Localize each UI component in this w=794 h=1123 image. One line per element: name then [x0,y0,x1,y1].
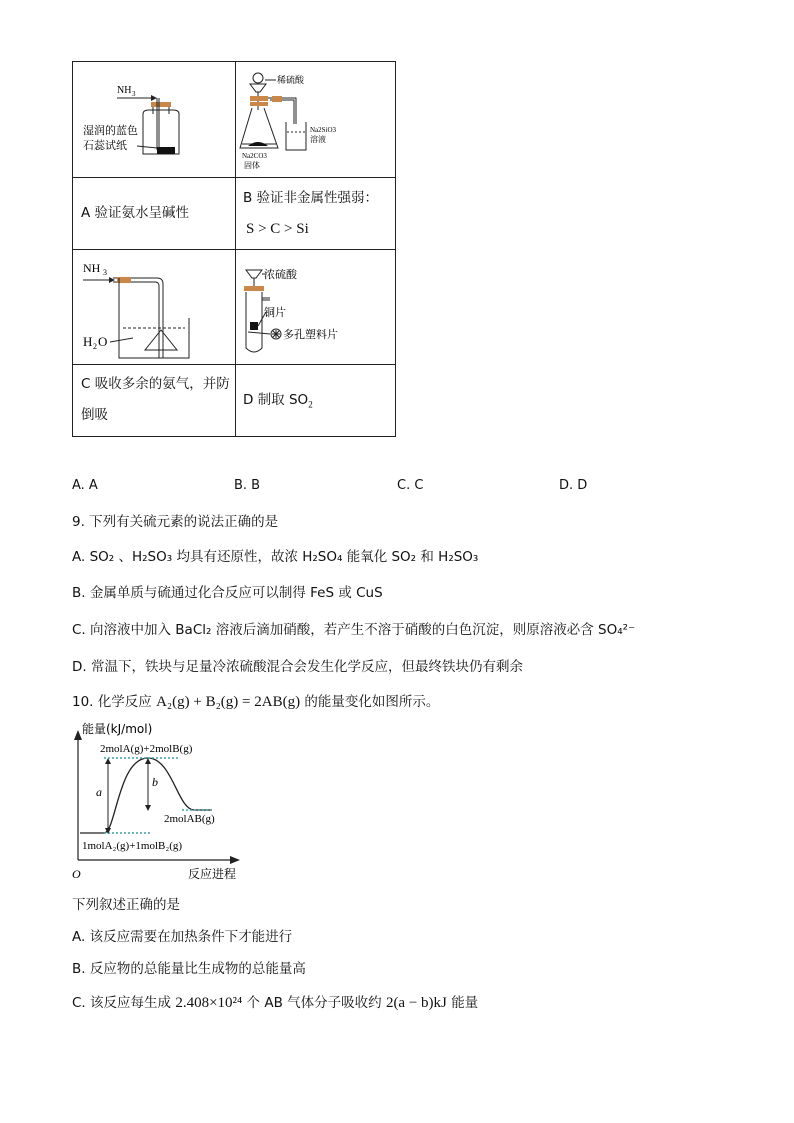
q9-stem: 9. 下列有关硫元素的说法正确的是 [72,514,279,530]
q10-option-c[interactable] [72,991,478,1012]
q10-c-number: 2.408×10²⁴ [175,995,243,1011]
nh3-label-c: NH [83,261,101,275]
q10-c-prefix: C. 该反应每生成 [72,995,172,1011]
solid-label: 固体 [244,161,260,170]
conc-acid-label: 浓硫酸 [264,268,297,281]
svg-text:3: 3 [132,90,136,98]
a-label: a [96,785,102,799]
apparatus-d-figure [236,250,397,364]
q8-option-d[interactable]: D. D [559,478,588,493]
h2o-label: H [83,334,93,349]
svg-text:3: 3 [103,268,107,277]
option-a-text: A 验证氨水呈碱性 [81,205,190,221]
solution-label: 溶液 [310,135,326,144]
q10-stem-suffix: 的能量变化如图所示。 [304,694,440,710]
q10-stem-prefix: 10. 化学反应 [72,694,152,710]
y-axis-label: 能量(kJ/mol) [82,722,153,736]
q9-option-d[interactable]: D. 常温下，铁块与足量冷浓硫酸混合会发生化学反应，但最终铁块仍有剩余 [72,659,523,675]
option-b-text-1: B 验证非金属性强弱： [243,190,379,206]
svg-text:O: O [98,334,108,349]
table-divider [73,177,395,178]
apparatus-c-figure [73,250,234,364]
dilute-acid-label: 稀硫酸 [277,76,305,86]
transition-label: 2molA(g)+2molB(g) [100,743,193,755]
product-label: 2molAB(g) [164,813,215,825]
plate-label: 多孔塑料片 [283,328,338,341]
paper-label-2: 石蕊试纸 [83,139,127,152]
option-c-text-1: C 吸收多余的氨气，并防 [81,376,230,392]
q10-c-value: 2(a − b)kJ [385,995,447,1011]
q10-c-suffix: 能量 [451,995,479,1011]
q10-c-mid: 个 AB 气体分子吸收约 [246,995,382,1011]
reactant-label: 1molA₂(g)+1molB₂(g) [82,840,183,852]
options-table [72,61,396,437]
option-d-label: D 制取 SO [243,392,309,408]
origin-label: O [72,867,81,881]
q8-option-b[interactable]: B. B [234,478,261,493]
b-label: b [152,775,158,789]
x-axis-label: 反应进程 [188,867,237,881]
q8-option-a[interactable]: A. A [72,478,98,493]
table-divider [73,364,395,365]
paper-label-1: 湿润的蓝色 [83,124,138,137]
nh3-label: NH [117,85,132,96]
q9-option-c[interactable]: C. 向溶液中加入 BaCl₂ 溶液后滴加硝酸，若产生不溶于硝酸的白色沉淀，则原溶液必含 SO₄²⁻ [72,622,636,638]
apparatus-b-figure [236,62,397,176]
copper-label: 铜片 [264,306,286,319]
energy-diagram [68,716,248,884]
q9-option-b[interactable]: B. 金属单质与硫通过化合反应可以制得 FeS 或 CuS [72,585,383,601]
option-c-text-2: 倒吸 [81,407,108,423]
q10-after: 下列叙述正确的是 [72,897,180,913]
q8-option-c[interactable]: C. C [397,478,424,493]
option-b-text-2: S > C > Si [246,221,309,237]
na2sio3-label: Na2SiO3 [310,126,337,134]
q10-option-a[interactable]: A. 该反应需要在加热条件下才能进行 [72,929,293,945]
svg-text:2: 2 [93,342,97,351]
apparatus-a-figure [73,62,234,176]
q9-option-a[interactable]: A. SO₂ 、H₂SO₃ 均具有还原性，故浓 H₂SO₄ 能氧化 SO₂ 和 H₂SO₃ [72,549,479,565]
q10-stem [72,690,439,711]
option-d-text: D 制取 $SO_2$ [243,392,313,410]
q10-option-b[interactable]: B. 反应物的总能量比生成物的总能量高 [72,961,306,977]
q10-equation: A₂(g) + B₂(g) = 2AB(g) [156,694,301,710]
na2co3-label: Na2CO3 [242,152,267,160]
